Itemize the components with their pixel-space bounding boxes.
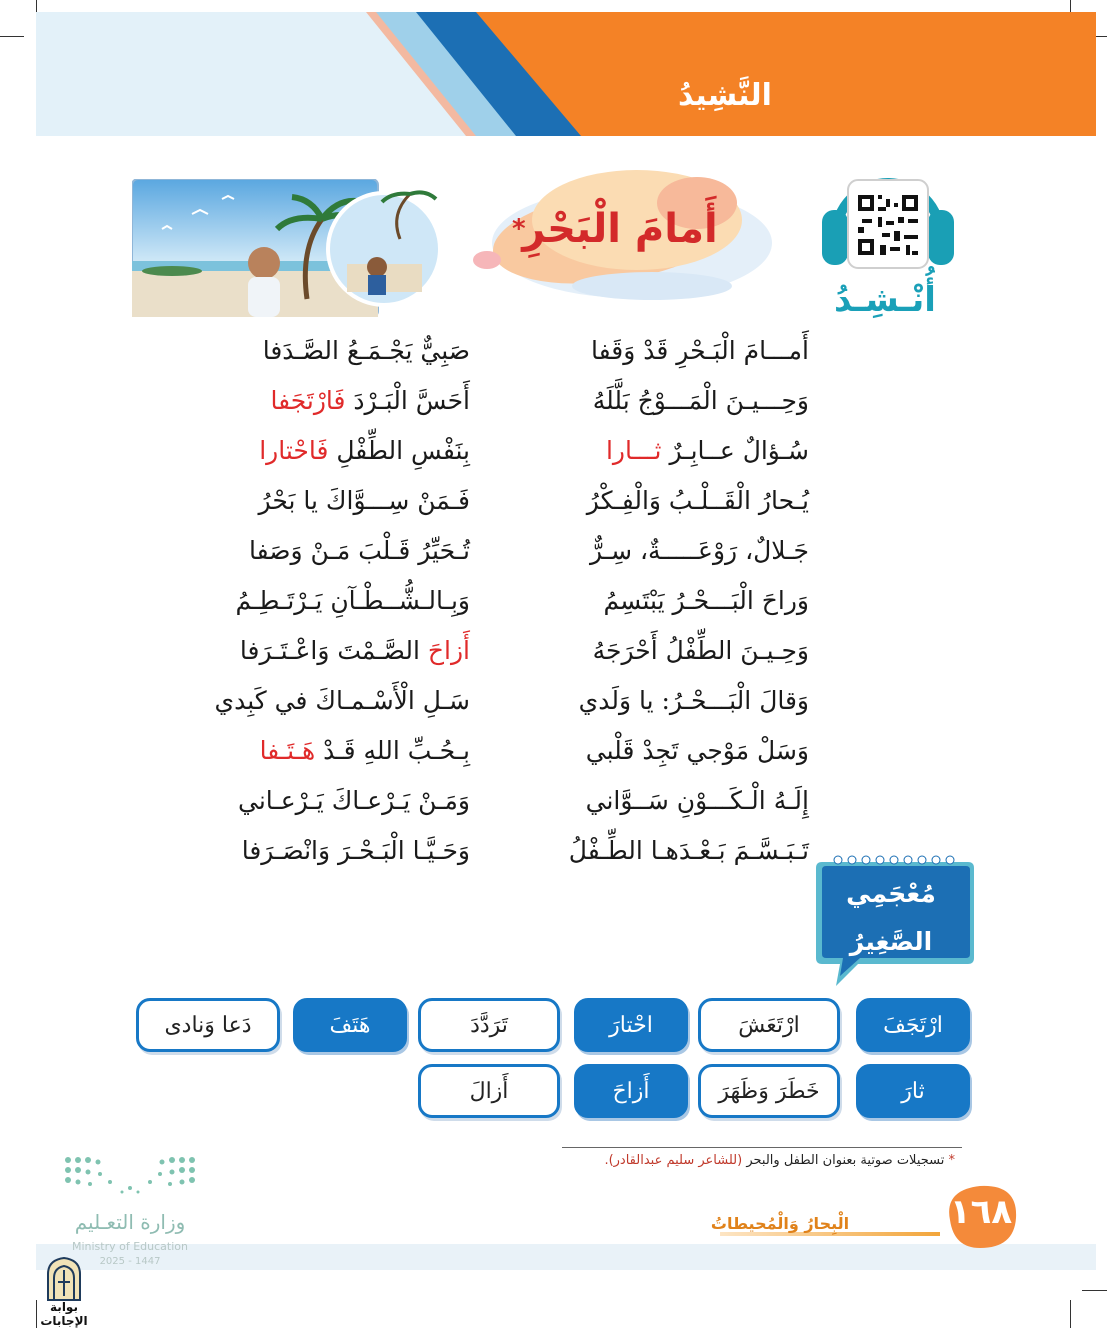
poem-text: الصَّـمْتَ وَاعْـتَـرَفا [239, 636, 420, 665]
poem-line-left [270, 386, 470, 415]
ministry-logo-icon [60, 1152, 200, 1202]
page-title: النَّشِيدُ [678, 78, 772, 113]
vocab-meaning: خَطَرَ وَظَهَرَ [698, 1064, 840, 1118]
highlighted-word: أَزاحَ [427, 636, 470, 665]
footnote [604, 1153, 955, 1168]
poem-line-right: وَقالَ الْبَـــحْـرُ: يا وَلَدي [578, 686, 809, 715]
unit-name: الْبِحارُ وَالْمُحيطاتُ [710, 1214, 850, 1233]
dictionary-title-line: مُعْجَمِي [846, 879, 936, 908]
ministry-name-arabic: وزارة التعـليم [74, 1210, 186, 1234]
poem-line-left: فَـمَنْ سِـــوَّاكَ يا بَحْرُ [258, 486, 470, 515]
vocab-word: ارْتَجَفَ [856, 998, 970, 1052]
watermark-text: بوابة الإجابات [40, 1300, 88, 1328]
poem-line-right: جَـلالٌ، رَوْعَـــــةٌ، سِـرٌّ [589, 536, 809, 565]
ministry-year: 2025 - 1447 [99, 1256, 161, 1267]
footnote-author: (للشاعر سليم عبدالقادر). [604, 1153, 743, 1168]
poem-line-right: أَمـــامَ الْبَـحْرِ قَدْ وَقَفا [591, 336, 809, 365]
vocab-word: هَتَفَ [293, 998, 407, 1052]
crop-mark [0, 36, 24, 37]
crop-mark [1070, 1300, 1071, 1328]
highlighted-word: فَارْتَجَفا [270, 386, 346, 415]
watermark-logo-icon [44, 1256, 84, 1302]
poem-line-left: وَحَـيَّـا الْبَـحْـرَ وَانْصَـرَفا [241, 836, 470, 865]
vocab-meaning: أَزالَ [418, 1064, 560, 1118]
poem-line-left: تُـحَيِّرُ قَـلْبَ مَـنْ وَصَفا [248, 536, 470, 565]
poem-text: سُـؤالٌ عــابِـرٌ [669, 436, 809, 465]
poem-line-right: إِلَـهُ الْـكَـــوْنِ سَــوَّاني [585, 786, 809, 815]
poem-line-left: سَـلِ الْأَسْـمـاكَ في كَبِدي [214, 686, 470, 715]
footnote-mark: * [948, 1153, 955, 1168]
vocab-word: ثارَ [856, 1064, 970, 1118]
title-footnote-mark: * [512, 214, 526, 244]
poem-line-left [259, 436, 470, 465]
vocab-meaning: دَعا وَنادى [136, 998, 280, 1052]
header-stripes [36, 12, 1096, 136]
beach-photo [132, 179, 444, 317]
vocab-word: احْتارَ [574, 998, 688, 1052]
dictionary-title-line: الصَّغِيرُ [849, 927, 933, 956]
poem-line-left [240, 636, 470, 665]
poem-line-left [260, 736, 470, 765]
poem-line-left: وَمَـنْ يَـرْعـاكَ يَـرْعـاني [238, 786, 470, 815]
poem-line-right: وَراحَ الْبَـــحْـرُ يَبْتَسِمُ [603, 586, 809, 615]
crop-mark [1082, 1290, 1107, 1291]
recite-label: أُنْـشِـدُ [834, 280, 936, 320]
poem-line-right [606, 436, 809, 465]
poem-title: أَمامَ الْبَحْرِ [522, 206, 718, 252]
header-banner [36, 12, 1096, 136]
poem-line-right: وَحِـــيـنَ الْمَـــوْجُ بَلَّلَهُ [592, 386, 809, 415]
highlighted-word: ثـــارا [605, 436, 662, 465]
highlighted-word: هَـتَـفا [259, 736, 316, 765]
vocab-word: أَزاحَ [574, 1064, 688, 1118]
vocab-meaning: تَرَدَّدَ [418, 998, 560, 1052]
highlighted-word: فَاحْتارا [259, 436, 329, 465]
dictionary-title [826, 870, 956, 966]
poem-text: بِـحُـبِّ اللهِ قَـدْ [323, 736, 470, 765]
vocab-meaning: ارْتَعَشَ [698, 998, 840, 1052]
poem-text: بِنَفْسِ الطِّفْلِ [336, 436, 470, 465]
poem-text: أَحَسَّ الْبَـرْدَ [353, 386, 470, 415]
poem-line-left: وَبِـالـشُّــطْـآنِ يَـرْتَـطِـمُ [235, 586, 470, 615]
poem-line-right: وَحِـيـنَ الطِّفْلُ أَحْرَجَهُ [592, 636, 809, 665]
footnote-text: تسجيلات صوتية بعنوان الطفل والبحر [746, 1153, 945, 1168]
page-number: ١٦٨ [949, 1192, 1013, 1232]
poem-line-right: يُـحارُ الْقَــلْـبُ وَالْفِـكْرُ [586, 486, 809, 515]
poem-line-left: صَبِيٌّ يَجْـمَـعُ الصَّـدَفا [262, 336, 470, 365]
footnote-divider [562, 1147, 962, 1148]
ministry-name-english: Ministry of Education [71, 1240, 188, 1253]
poem-line-right: تَـبَـسَّـمَ بَـعْـدَهـا الطِّـفْلُ [568, 836, 809, 865]
poem-line-right: وَسَلْ مَوْجي تَجِدْ قَلْبي [585, 736, 809, 765]
